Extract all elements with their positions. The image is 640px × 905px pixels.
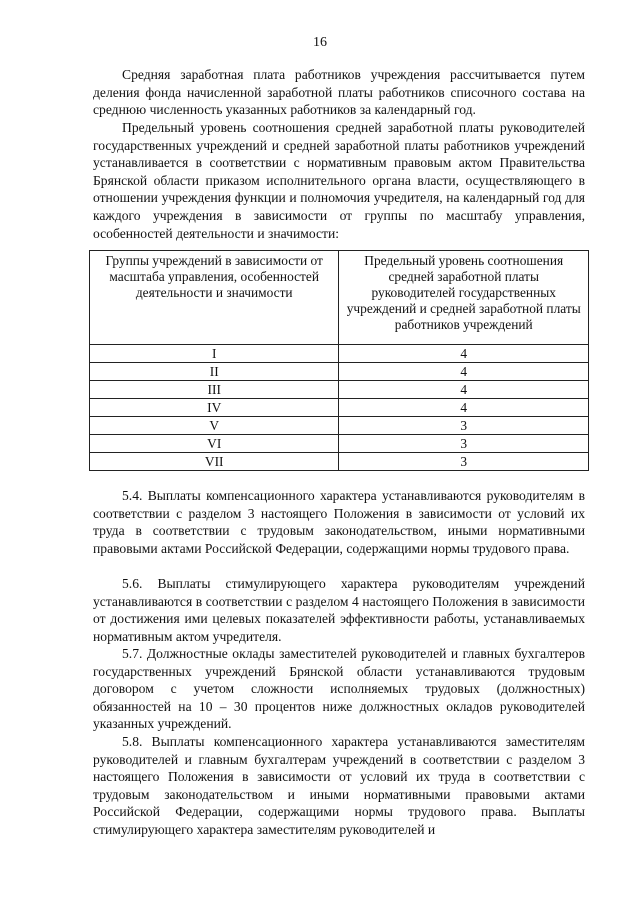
- table-cell-ratio: 3: [339, 435, 589, 453]
- table-cell-group: VI: [90, 435, 339, 453]
- table-cell-ratio: 4: [339, 363, 589, 381]
- table-cell-group: V: [90, 417, 339, 435]
- table-cell-ratio: 4: [339, 381, 589, 399]
- table-row: [90, 435, 589, 453]
- table-row: [90, 345, 589, 363]
- table-header-group: Группы учреждений в зависимости от масштаба управления, особенностей деятельности и значимости: [90, 251, 339, 345]
- table-cell-ratio: 3: [339, 453, 589, 471]
- salary-ratio-table: [89, 250, 589, 471]
- table-header-row: [90, 251, 589, 345]
- table-row: [90, 399, 589, 417]
- table-cell-group: II: [90, 363, 339, 381]
- table-row: [90, 417, 589, 435]
- paragraph-5-8: 5.8. Выплаты компенсационного характера устанавливаются заместителям руководителей и главным бухгалтерам учреждений в соответствии с разделом 3 настоящего Положения в зависимости от условий их труда в соответствии с трудовым законодательством и иными нормативными правовыми актами Российской Федерации, содержащими нормы трудового права. Выплаты стимулирующего характера заместителям руководителей и: [93, 734, 585, 837]
- paragraph-avg-salary: Средняя заработная плата работников учреждения рассчитывается путем деления фонда начисленной заработной платы работников списочного состава на среднюю численность указанных работников за календарный год.: [93, 67, 585, 118]
- paragraph-5-4: 5.4. Выплаты компенсационного характера устанавливаются руководителям в соответствии с разделом 3 настоящего Положения в зависимости от условий их труда в соответствии с трудовым законодательством, иными нормативными правовыми актами Российской Федерации, содержащими нормы трудового права.: [93, 488, 585, 556]
- table-row: [90, 363, 589, 381]
- paragraph-5-7: 5.7. Должностные оклады заместителей руководителей и главных бухгалтеров государственных учреждений Брянской области устанавливаются трудовым договором с учетом сложности исполняемых трудовых (должностных) обязанностей на 10 – 30 процентов ниже должностных окладов руководителей указанных учреждений.: [93, 646, 585, 732]
- table-row: [90, 381, 589, 399]
- table-cell-group: IV: [90, 399, 339, 417]
- table-header-ratio: Предельный уровень соотношения средней заработной платы руководителей государственных учреждений и средней заработной платы работников учреждений: [339, 251, 589, 345]
- paragraph-5-6: 5.6. Выплаты стимулирующего характера руководителям учреждений устанавливаются в соответствии с разделом 4 настоящего Положения в зависимости от достижения ими целевых показателей эффективности работы, устанавливаемых нормативным актом учредителя.: [93, 576, 585, 644]
- table-cell-ratio: 4: [339, 345, 589, 363]
- table-cell-ratio: 3: [339, 417, 589, 435]
- table-cell-group: VII: [90, 453, 339, 471]
- table-row: [90, 453, 589, 471]
- page-number: 16: [313, 35, 327, 50]
- table-cell-group: III: [90, 381, 339, 399]
- table-cell-group: I: [90, 345, 339, 363]
- paragraph-salary-ratio: Предельный уровень соотношения средней заработной платы руководителей государственных учреждений и средней заработной платы работников учреждений устанавливается в соответствии с нормативным правовым актом Правительства Брянской области приказом исполнительного органа власти, осуществляющего в отношении учреждения функции и полномочия учредителя, на календарный год для каждого учреждения в зависимости от группы по масштабу управления, особенностей деятельности и значимости:: [93, 120, 585, 241]
- table-cell-ratio: 4: [339, 399, 589, 417]
